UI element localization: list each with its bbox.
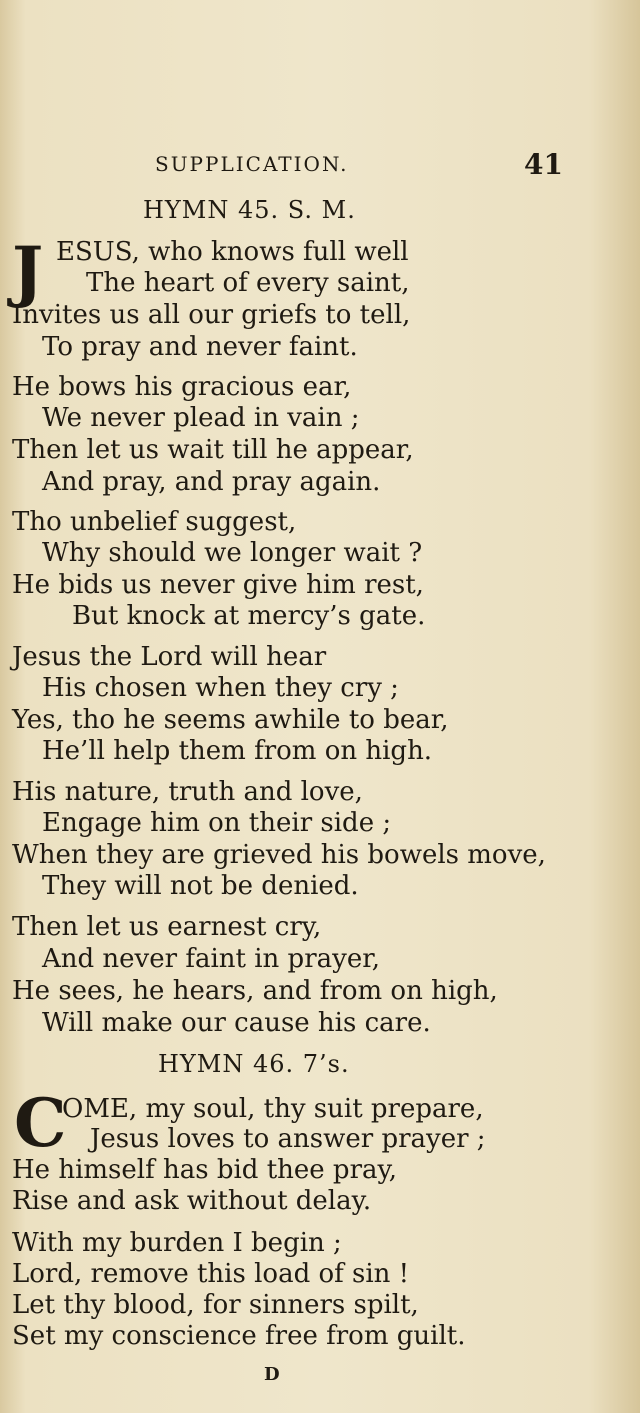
hymn-46-title: HYMN 46. 7’s.: [158, 1050, 350, 1078]
signature-mark: D: [264, 1364, 280, 1385]
verse-line: Set my conscience free from guilt.: [12, 1321, 466, 1351]
verse-line: Jesus loves to answer prayer ;: [90, 1124, 486, 1154]
verse-line: Then let us wait till he appear,: [12, 435, 414, 465]
verse-line: Invites us all our griefs to tell,: [12, 300, 411, 330]
verse-line: He sees, he hears, and from on high,: [12, 976, 498, 1006]
verse-line: He’ll help them from on high.: [42, 736, 433, 766]
verse-line: He himself has bid thee pray,: [12, 1155, 397, 1185]
verse-line: He bows his gracious ear,: [12, 372, 352, 402]
verse-line: They will not be denied.: [42, 871, 359, 901]
verse-line: And never faint in prayer,: [42, 944, 381, 974]
verse-line: To pray and never faint.: [42, 332, 358, 362]
verse-line: Yes, tho he seems awhile to bear,: [12, 705, 449, 735]
verse-line: When they are grieved his bowels move,: [12, 840, 546, 870]
verse-line: Will make our cause his care.: [42, 1008, 431, 1038]
verse-line: Why should we longer wait ?: [42, 538, 423, 568]
hymn-46-dropcap: C: [14, 1084, 67, 1162]
verse-line: But knock at mercy’s gate.: [72, 601, 426, 631]
page-number: 41: [524, 148, 563, 181]
verse-line: Engage him on their side ;: [42, 808, 392, 838]
verse-line: Lord, remove this load of sin !: [12, 1259, 410, 1289]
verse-line: The heart of every saint,: [86, 268, 410, 298]
verse-line: Jesus the Lord will hear: [12, 642, 327, 672]
verse-line: We never plead in vain ;: [42, 403, 360, 433]
verse-line: Let thy blood, for sinners spilt,: [12, 1290, 419, 1320]
verse-line: Rise and ask without delay.: [12, 1186, 372, 1216]
hymn-45-dropcap: J: [12, 232, 44, 310]
verse-line: And pray, and pray again.: [42, 467, 381, 497]
running-header: SUPPLICATION.: [155, 152, 349, 176]
verse-line: With my burden I begin ;: [12, 1228, 342, 1258]
hymn-45-title: HYMN 45. S. M.: [143, 196, 356, 224]
verse-line: ESUS, who knows full well: [56, 237, 409, 267]
verse-line: OME, my soul, thy suit prepare,: [62, 1094, 484, 1124]
verse-line: His chosen when they cry ;: [42, 673, 399, 703]
verse-line: He bids us never give him rest,: [12, 570, 424, 600]
verse-line: Then let us earnest cry,: [12, 912, 322, 942]
verse-line: Tho unbelief suggest,: [12, 507, 297, 537]
verse-line: His nature, truth and love,: [12, 777, 363, 807]
